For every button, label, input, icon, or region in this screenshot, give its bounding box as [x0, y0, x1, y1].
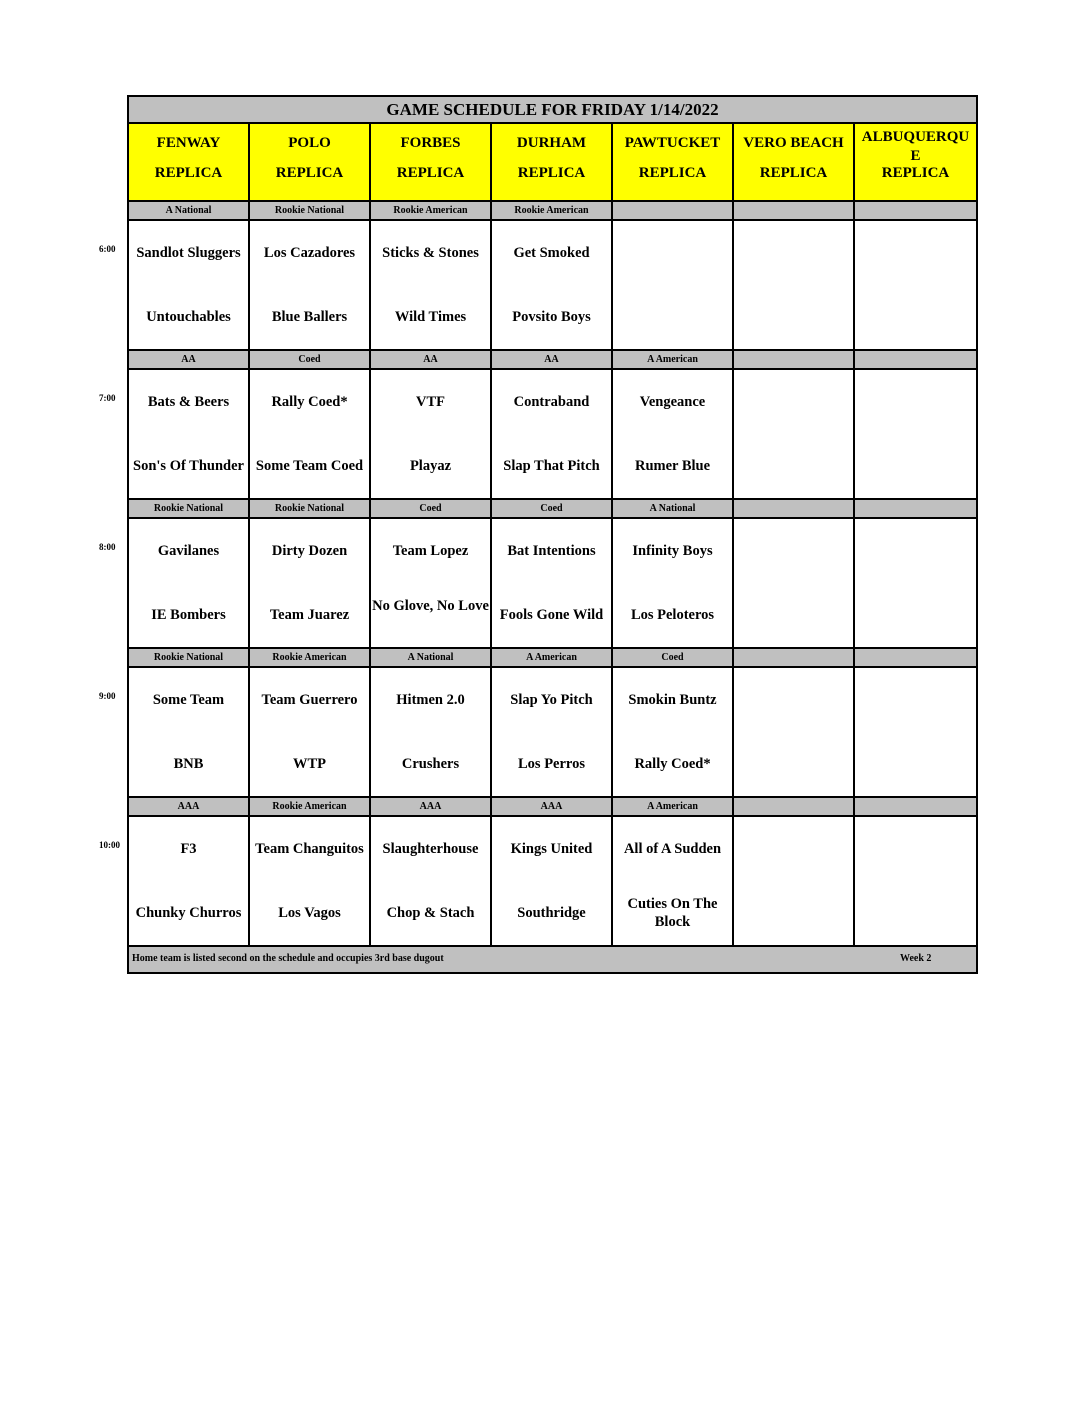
game-row [129, 519, 976, 649]
game-cell [492, 221, 613, 349]
away-team: Vengeance [639, 394, 706, 410]
division-label [855, 202, 976, 219]
home-team: No Glove, No Love [372, 598, 489, 614]
away-team: Dirty Dozen [271, 543, 348, 559]
away-team: Get Smoked [513, 245, 590, 261]
division-label: A American [613, 351, 734, 368]
time-slots [129, 202, 976, 947]
away-team: Slap Yo Pitch [510, 692, 593, 708]
division-label: A National [129, 202, 250, 219]
field-header [734, 124, 855, 200]
away-team: Los Cazadores [263, 245, 356, 261]
division-label [734, 500, 855, 517]
field-subtitle: REPLICA [881, 165, 950, 181]
division-label: Rookie American [492, 202, 613, 219]
time-label: 9:00 [99, 691, 116, 701]
field-header-row [129, 124, 976, 202]
division-label: Rookie American [250, 649, 371, 666]
division-label: Coed [250, 351, 371, 368]
away-team: Smokin Buntz [628, 692, 717, 708]
home-team: Southridge [517, 905, 586, 921]
game-cell [734, 817, 855, 945]
game-cell [613, 519, 734, 647]
footer-note: Home team is listed second on the schedule and occupies 3rd base dugout [132, 953, 444, 964]
division-label [734, 202, 855, 219]
division-row [129, 500, 976, 519]
field-subtitle: REPLICA [275, 165, 344, 181]
division-label: Coed [613, 649, 734, 666]
home-team: Cuties On The Block [627, 896, 718, 930]
division-row [129, 649, 976, 668]
time-label: 10:00 [99, 840, 120, 850]
away-team: F3 [180, 841, 197, 857]
away-team: Team Lopez [392, 543, 469, 559]
game-cell [613, 817, 734, 945]
game-cell [613, 668, 734, 796]
home-team: Los Peloteros [630, 607, 715, 623]
game-cell [129, 817, 250, 945]
game-cell [855, 668, 976, 796]
game-cell [250, 221, 371, 349]
field-header [129, 124, 250, 200]
game-cell [734, 221, 855, 349]
division-label: A National [613, 500, 734, 517]
division-label: Rookie National [129, 649, 250, 666]
game-row [129, 370, 976, 500]
division-label: AA [492, 351, 613, 368]
away-team: Team Changuitos [255, 841, 364, 857]
division-label: Rookie National [129, 500, 250, 517]
game-cell [492, 370, 613, 498]
away-team: All of A Sudden [623, 841, 722, 857]
field-name: POLO [288, 135, 331, 151]
home-team: IE Bombers [151, 607, 226, 623]
home-team: Team Juarez [269, 607, 350, 623]
game-cell [734, 668, 855, 796]
away-team: Sandlot Sluggers [136, 245, 241, 261]
division-label [855, 351, 976, 368]
division-label: A National [371, 649, 492, 666]
division-label: AAA [129, 798, 250, 815]
home-team: WTP [292, 756, 327, 772]
division-label: AA [129, 351, 250, 368]
week-label: Week 2 [900, 953, 932, 964]
division-label: Coed [492, 500, 613, 517]
schedule-table [127, 95, 978, 974]
home-team: Son's Of Thunder [133, 458, 244, 474]
game-cell [250, 668, 371, 796]
game-cell [129, 221, 250, 349]
game-cell [371, 817, 492, 945]
home-team: Chunky Churros [135, 905, 242, 921]
away-team: Bat Intentions [507, 543, 596, 559]
field-name: VERO BEACH [743, 135, 844, 151]
game-cell [129, 668, 250, 796]
away-team: Sticks & Stones [382, 245, 479, 261]
game-cell [492, 817, 613, 945]
game-row [129, 221, 976, 351]
game-cell [129, 519, 250, 647]
division-row [129, 202, 976, 221]
home-team: Untouchables [146, 309, 231, 325]
field-header [855, 124, 976, 200]
game-cell [855, 221, 976, 349]
game-cell [734, 519, 855, 647]
division-label: A American [613, 798, 734, 815]
division-label: Rookie National [250, 202, 371, 219]
time-label: 8:00 [99, 542, 116, 552]
home-team: Playaz [409, 458, 452, 474]
division-label [855, 649, 976, 666]
game-cell [855, 817, 976, 945]
field-name: PAWTUCKET [624, 135, 721, 151]
field-name: FORBES [400, 135, 461, 151]
away-team: Rally Coed* [271, 394, 348, 410]
division-row [129, 351, 976, 370]
home-team: Chop & Stach [386, 905, 475, 921]
division-label [734, 798, 855, 815]
home-team: Fools Gone Wild [499, 607, 604, 623]
home-team: Wild Times [394, 309, 467, 325]
game-cell [129, 370, 250, 498]
home-team: Los Vagos [278, 905, 341, 921]
game-row [129, 817, 976, 947]
division-label: Rookie American [250, 798, 371, 815]
home-team: Blue Ballers [271, 309, 348, 325]
game-cell [492, 668, 613, 796]
game-cell [371, 370, 492, 498]
time-label: 7:00 [99, 393, 116, 403]
schedule-title: GAME SCHEDULE FOR FRIDAY 1/14/2022 [129, 97, 976, 124]
home-team: Los Perros [518, 756, 585, 772]
away-team: Contraband [513, 394, 590, 410]
away-team: Hitmen 2.0 [396, 692, 465, 708]
field-header [613, 124, 734, 200]
game-row [129, 668, 976, 798]
schedule-footer [129, 947, 976, 972]
game-cell [250, 817, 371, 945]
game-cell [250, 519, 371, 647]
away-team: Bats & Beers [147, 394, 230, 410]
division-label [734, 649, 855, 666]
division-label: A American [492, 649, 613, 666]
game-cell [613, 370, 734, 498]
division-label [734, 351, 855, 368]
time-label: 6:00 [99, 244, 116, 254]
away-team: Kings United [510, 841, 593, 857]
game-cell [613, 221, 734, 349]
away-team: Some Team [152, 692, 225, 708]
division-row [129, 798, 976, 817]
division-label [855, 500, 976, 517]
home-team: Povsito Boys [512, 309, 591, 325]
division-label: Rookie National [250, 500, 371, 517]
away-team: VTF [416, 394, 445, 410]
game-cell [492, 519, 613, 647]
division-label: AAA [371, 798, 492, 815]
away-team: Gavilanes [157, 543, 220, 559]
field-name: FENWAY [156, 135, 221, 151]
division-label: AAA [492, 798, 613, 815]
home-team: Rumer Blue [634, 458, 711, 474]
home-team: BNB [173, 756, 204, 772]
field-header [492, 124, 613, 200]
away-team: Slaughterhouse [382, 841, 479, 857]
field-name: ALBUQUERQUE [861, 129, 970, 164]
field-header [371, 124, 492, 200]
division-label: Rookie American [371, 202, 492, 219]
game-cell [855, 519, 976, 647]
game-cell [250, 370, 371, 498]
game-cell [855, 370, 976, 498]
field-subtitle: REPLICA [517, 165, 586, 181]
home-team: Slap That Pitch [503, 458, 600, 474]
field-subtitle: REPLICA [759, 165, 828, 181]
field-name: DURHAM [516, 135, 587, 151]
away-team: Infinity Boys [632, 543, 713, 559]
division-label: Coed [371, 500, 492, 517]
away-team: Team Guerrero [261, 692, 358, 708]
division-label [855, 798, 976, 815]
field-subtitle: REPLICA [638, 165, 707, 181]
game-cell [371, 519, 492, 647]
home-team: Some Team Coed [255, 458, 364, 474]
division-label [613, 202, 734, 219]
game-cell [734, 370, 855, 498]
field-subtitle: REPLICA [154, 165, 223, 181]
home-team: Crushers [401, 756, 460, 772]
field-header [250, 124, 371, 200]
game-cell [371, 221, 492, 349]
field-subtitle: REPLICA [396, 165, 465, 181]
division-label: AA [371, 351, 492, 368]
home-team: Rally Coed* [634, 756, 711, 772]
game-cell [371, 668, 492, 796]
